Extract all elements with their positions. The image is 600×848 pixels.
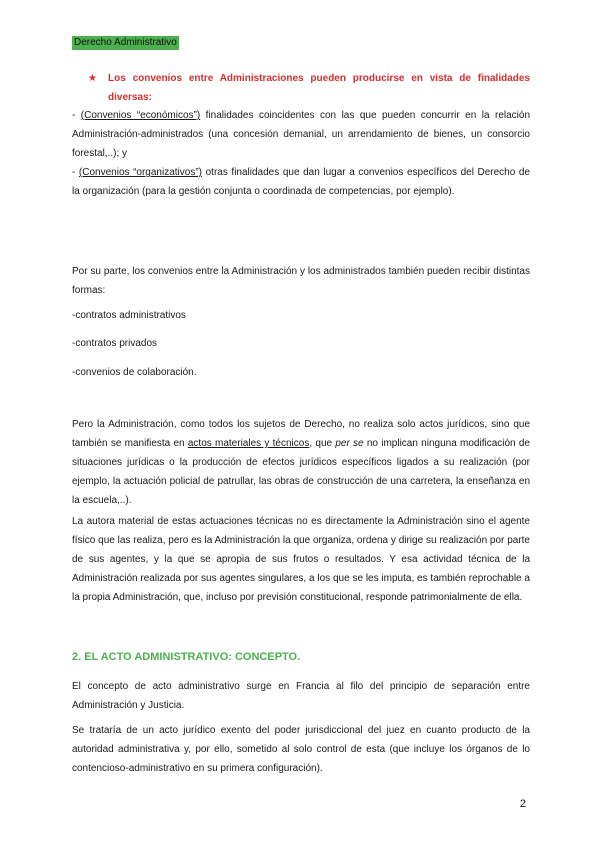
paragraph-concept-origin: El concepto de acto administrativo surge en Francia al filo del principio de separación entre Administración y Justicia. (72, 681, 530, 711)
dash: - (72, 110, 81, 121)
paragraph-text: , que (309, 438, 336, 449)
per-se-italic: per se (335, 438, 364, 449)
bullet-text: Los convenios entre Administraciones pueden producirse en vista de finalidades diversas: (108, 73, 530, 103)
paragraph-material-acts (72, 415, 530, 510)
subject-header: Derecho Administrativo (74, 37, 177, 48)
paragraph-text: no implican ninguna modificación de situaciones jurídicas o la producción de efectos jurídicos específicos ligados a su realización (por ejemplo, la actuación policial de patrullar, las obras de construcción de una carretera, la enseñanza en la escuela,..). (72, 438, 530, 506)
paragraph-jurisdiction: Se trataría de un acto jurídico exento del poder jurisdiccional del juez en cuanto producto de la autoridad administrativa y, por ello, sometido al solo control de esta (que incluye los órganos de lo contencioso-administrativo en su primera configuración). (72, 725, 530, 774)
list-item: -convenios de colaboración. (72, 367, 197, 378)
list-item: -contratos privados (72, 338, 158, 349)
paragraph-text: otras finalidades que dan lugar a convenios específicos del Derecho de la organización (para la gestión conjunta o coordinada de competencias, por ejemplo). (72, 167, 531, 197)
paragraph-text: Pero la Administración, como todos los sujetos de Derecho, no realiza solo actos jurídicos, sino que también se manifiesta en (72, 419, 530, 449)
list-item: -contratos administrativos (72, 310, 186, 321)
paragraph-technical-actions: La autora material de estas actuaciones técnicas no es directamente la Administración sino el agente físico que las realiza, pero es la Administración la que organiza, ordena y dirige su realización por parte de sus agentes, y la que se apropia de sus frutos o resultados. Y esa actividad técnica de la Administración realizada por sus agentes singulares, a los que se les imputa, es también reprochable a la propia Administración, que, incluso por previsión constitucional, responde patrimonialmente de ella. (72, 516, 530, 603)
paragraph-economic-agreements (72, 106, 530, 163)
bullet-item (88, 69, 530, 107)
organizational-agreements-term: (Convenios “organizativos”) (78, 167, 203, 178)
star-bullet-icon: ★ (88, 73, 97, 84)
dash: - (72, 167, 79, 178)
section-heading: 2. EL ACTO ADMINISTRATIVO: CONCEPTO. (72, 651, 301, 663)
page-number: 2 (519, 798, 526, 810)
paragraph-text: finalidades coincidentes con las que pueden concurrir en la relación Administración-administrados (una concesión demanial, un arrendamiento de bienes, un consorcio forestal,..); y (72, 110, 531, 159)
economic-agreements-term: (Convenios “económicos”) (80, 110, 201, 121)
paragraph-organizational-agreements (72, 163, 530, 201)
paragraph-agreement-forms: Por su parte, los convenios entre la Administración y los administrados también pueden recibir distintas formas: (72, 266, 530, 296)
material-acts-term: actos materiales y técnicos (187, 438, 310, 449)
